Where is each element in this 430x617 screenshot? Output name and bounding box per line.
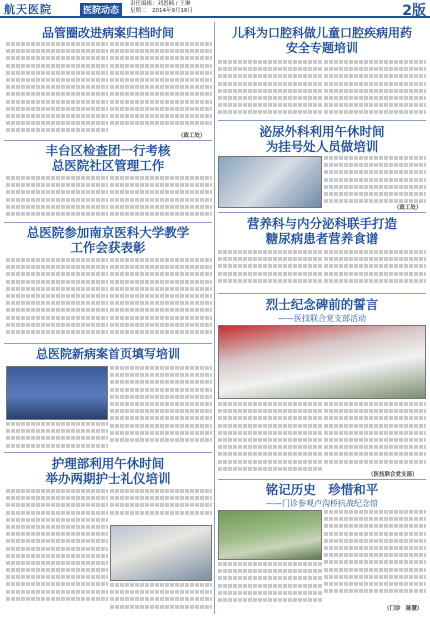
issue-meta — [130, 1, 193, 15]
training-session-photo — [218, 156, 322, 208]
article-body — [324, 60, 426, 118]
section-divider — [4, 343, 212, 344]
byline: （政工处） — [178, 133, 206, 139]
article-title — [6, 225, 210, 255]
title-line: 总医院参加南京医科大学教学 — [26, 225, 190, 240]
article-body — [110, 583, 212, 611]
article-body — [324, 250, 426, 292]
section-divider — [218, 479, 426, 480]
article-body — [218, 250, 322, 292]
article-body — [110, 489, 212, 523]
title-line: 营养科与内分泌科联手打造 — [246, 216, 397, 231]
article-title — [218, 26, 426, 56]
date-line: 星期二 2014年9月16日 — [130, 8, 193, 14]
article-title: 烈士纪念碑前的誓言 — [265, 297, 379, 312]
article-title — [6, 456, 210, 486]
article-body — [110, 42, 212, 138]
article-body — [6, 176, 108, 220]
article-title: 总医院新病案首页填写培训 — [35, 347, 180, 361]
page-number: 2版 — [402, 3, 426, 19]
section-divider — [4, 452, 212, 453]
title-line: 糖尿病患者营养食谱 — [265, 231, 379, 246]
title-line: 泌尿外科利用午休时间 — [259, 124, 385, 139]
article-body — [218, 402, 322, 476]
article-title — [218, 124, 426, 154]
title-line: 丰台区检查团一行考核 — [45, 143, 171, 158]
title-line: 护理部利用午休时间 — [51, 456, 165, 471]
byline: （医技联合党支部） — [368, 472, 418, 478]
title-line: 工作会获表彰 — [70, 240, 146, 255]
article-body — [110, 176, 212, 220]
page-header — [0, 0, 430, 18]
article-body — [6, 42, 108, 138]
section-divider — [218, 293, 426, 294]
article-title: 品管圈改进病案归档时间 — [41, 26, 174, 40]
article-title: 铭记历史 珍惜和平 — [265, 482, 379, 497]
editor-line: 责任编辑：刘恩楠 / 王琳 — [130, 1, 191, 7]
article-subtitle: ——医技联合党支部活动 — [278, 314, 366, 323]
article-title — [6, 143, 210, 173]
article-body — [324, 402, 426, 468]
training-slide-photo — [6, 366, 108, 420]
article-body — [6, 422, 108, 450]
section-divider — [218, 120, 426, 121]
section-name: 医院动态 — [80, 3, 122, 16]
memorial-visit-photo — [218, 510, 322, 560]
byline: （门诊 陈慧） — [384, 606, 423, 612]
article-body — [6, 258, 108, 340]
article-body — [324, 156, 426, 208]
article-body — [324, 510, 426, 602]
title-line: 安全专题培训 — [285, 41, 358, 55]
byline: （政工处） — [394, 205, 422, 211]
section-divider — [4, 222, 212, 223]
article-body — [110, 366, 212, 450]
title-line: 儿科为口腔科做儿童口腔疾病用药 — [231, 26, 412, 40]
article-body — [6, 489, 108, 609]
title-line: 为挂号处人员做培训 — [265, 139, 379, 154]
title-line: 总医院社区管理工作 — [51, 158, 165, 173]
article-subtitle: ——门诊参观卢沟桥抗战纪念馆 — [266, 499, 378, 508]
article-body — [218, 60, 322, 118]
article-title — [218, 216, 426, 246]
article-body — [110, 258, 212, 340]
section-divider — [218, 212, 426, 213]
column-divider — [214, 22, 215, 614]
title-line: 举办两期护士礼仪培训 — [45, 471, 171, 486]
article-body — [218, 562, 322, 612]
section-divider — [4, 140, 212, 141]
monument-group-photo — [218, 325, 426, 399]
masthead: 航天医院 — [4, 3, 52, 16]
etiquette-training-photo — [110, 525, 212, 581]
